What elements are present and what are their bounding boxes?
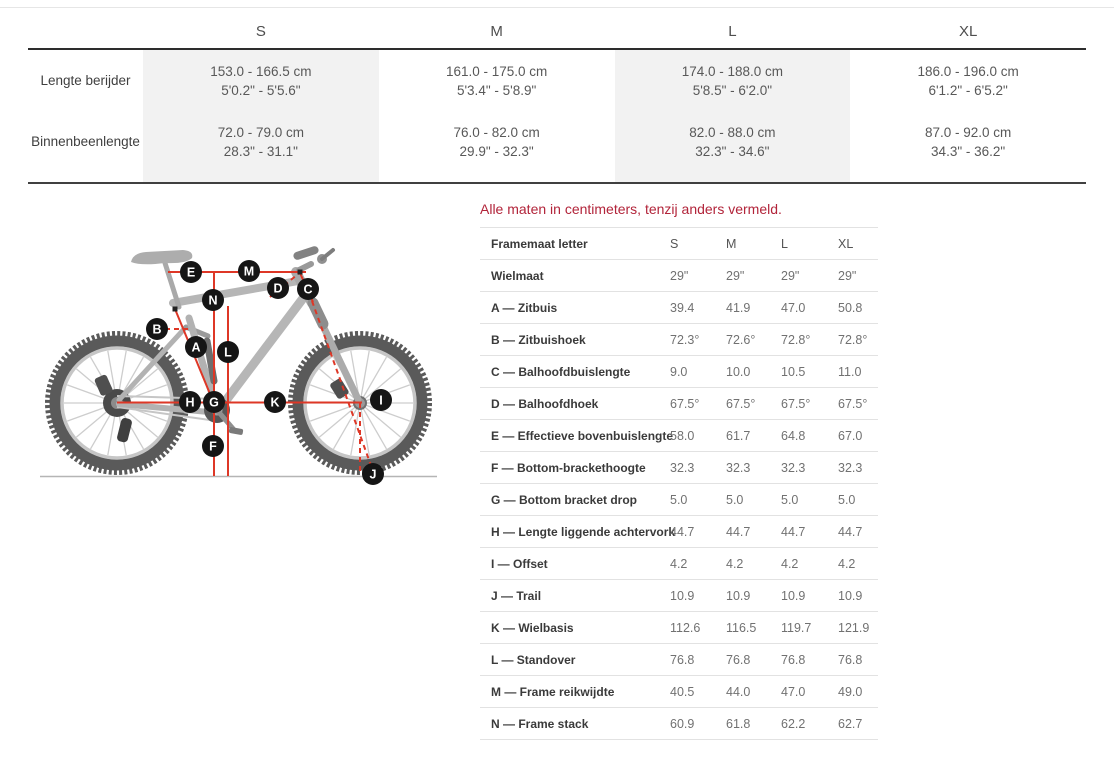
diagram-marker-G <box>203 391 225 413</box>
svg-text:J: J <box>369 467 377 482</box>
svg-text:N: N <box>208 293 218 308</box>
geometry-row <box>480 675 878 707</box>
geometry-value: 32.3 <box>726 460 751 475</box>
geometry-header-size: M <box>726 236 737 251</box>
diagram-marker-M <box>238 260 260 282</box>
geometry-value: 44.7 <box>838 524 863 539</box>
geometry-value: 5.0 <box>726 492 744 507</box>
geometry-value: 72.8° <box>838 332 868 347</box>
geometry-row-label: M — Frame reikwijdte <box>491 684 615 699</box>
geometry-row-label: Wielmaat <box>491 268 544 283</box>
geometry-row-label: I — Offset <box>491 556 548 571</box>
geometry-row <box>480 323 878 355</box>
geometry-value: 10.9 <box>781 588 806 603</box>
diagram-marker-H <box>179 391 201 413</box>
imperial-value: 6'1.2" - 6'5.2" <box>928 82 1008 98</box>
metric-value: 72.0 - 79.0 cm <box>217 124 305 140</box>
geometry-value: 32.3 <box>781 460 806 475</box>
metric-value: 87.0 - 92.0 cm <box>924 124 1012 140</box>
size-cell <box>379 111 615 172</box>
geometry-value: 121.9 <box>838 620 870 635</box>
svg-text:K: K <box>270 395 280 410</box>
geometry-value: 76.8 <box>670 652 695 667</box>
geometry-value: 60.9 <box>670 716 695 731</box>
geometry-value: 44.7 <box>670 524 695 539</box>
svg-text:I: I <box>379 393 383 408</box>
top-divider <box>0 7 1114 8</box>
svg-text:M: M <box>243 264 255 279</box>
size-cell <box>850 50 1086 111</box>
geometry-row-label: N — Frame stack <box>491 716 589 731</box>
diagram-marker-E <box>180 261 202 283</box>
geometry-row-label: H — Lengte liggende achtervork <box>491 524 676 539</box>
geometry-row <box>480 291 878 323</box>
geometry-value: 67.5° <box>781 396 811 411</box>
size-cell <box>615 50 851 111</box>
geometry-row-label: F — Bottom-brackethoogte <box>491 460 646 475</box>
imperial-value: 5'3.4" - 5'8.9" <box>456 82 537 98</box>
svg-text:A: A <box>191 340 201 355</box>
geometry-value: 72.6° <box>726 332 756 347</box>
geometry-value: 29" <box>781 268 800 283</box>
geometry-row-label: B — Zitbuishoek <box>491 332 586 347</box>
diagram-marker-F <box>202 435 224 457</box>
diagram-marker-J <box>362 463 384 485</box>
saddle <box>131 250 192 264</box>
size-column-header: S <box>255 22 266 40</box>
diagram-marker-L <box>217 341 239 363</box>
geometry-value: 4.2 <box>726 556 744 571</box>
geometry-value: 47.0 <box>781 684 806 699</box>
geometry-value: 9.0 <box>670 364 688 379</box>
geometry-value: 61.8 <box>726 716 751 731</box>
geometry-value: 76.8 <box>838 652 863 667</box>
geometry-value: 116.5 <box>726 620 757 635</box>
size-column-header: L <box>728 22 737 40</box>
geometry-row <box>480 451 878 483</box>
svg-text:F: F <box>209 439 217 454</box>
size-cell <box>379 50 615 111</box>
geometry-row <box>480 259 878 291</box>
geometry-row-label: A — Zitbuis <box>491 300 558 315</box>
imperial-value: 5'0.2" - 5'5.6" <box>221 82 301 98</box>
size-table-padding <box>379 172 615 182</box>
metric-value: 76.0 - 82.0 cm <box>453 124 540 140</box>
geometry-value: 76.8 <box>726 652 751 667</box>
geometry-value: 62.7 <box>838 716 863 731</box>
svg-text:B: B <box>152 322 162 337</box>
geometry-row-label: D — Balhoofdhoek <box>491 396 599 411</box>
geometry-row <box>480 355 878 387</box>
imperial-value: 32.3" - 34.6" <box>695 143 770 159</box>
size-cell <box>615 111 851 172</box>
svg-text:E: E <box>186 265 196 280</box>
metric-value: 161.0 - 175.0 cm <box>445 63 548 79</box>
geometry-value: 32.3 <box>838 460 863 475</box>
geometry-value: 44.7 <box>781 524 806 539</box>
geometry-value: 10.5 <box>781 364 806 379</box>
metric-value: 153.0 - 166.5 cm <box>210 63 312 79</box>
geometry-row-label: L — Standover <box>491 652 576 667</box>
geometry-value: 29" <box>726 268 745 283</box>
size-column-header: XL <box>958 22 978 40</box>
geometry-value: 4.2 <box>781 556 799 571</box>
geometry-header-size: S <box>670 236 679 251</box>
geometry-value: 112.6 <box>670 620 701 635</box>
size-column-header: M <box>490 22 503 40</box>
diagram-marker-I <box>370 389 392 411</box>
geometry-header-size: XL <box>838 236 854 251</box>
geometry-value: 5.0 <box>781 492 799 507</box>
diagram-marker-N <box>202 289 224 311</box>
geometry-row <box>480 419 878 451</box>
svg-text:D: D <box>273 281 283 296</box>
geometry-value: 50.8 <box>838 300 863 315</box>
imperial-value: 34.3" - 36.2" <box>931 143 1006 159</box>
geometry-header-label: Framemaat letter <box>491 236 588 251</box>
diagram-marker-A <box>185 336 207 358</box>
geometry-section <box>480 201 878 740</box>
size-table-header <box>28 14 1086 50</box>
geometry-value: 47.0 <box>781 300 806 315</box>
units-note: Alle maten in centimeters, tenzij anders vermeld. <box>480 201 782 217</box>
geometry-row-label: E — Effectieve bovenbuislengte <box>491 428 674 443</box>
size-table-body <box>28 50 1086 184</box>
geometry-row-label: C — Balhoofdbuislengte <box>491 364 631 379</box>
geometry-value: 5.0 <box>838 492 856 507</box>
rider-size-table <box>28 14 1086 184</box>
bike-geometry-diagram <box>30 225 460 495</box>
size-row-label: Binnenbeenlengte <box>31 134 140 149</box>
size-table-padding <box>28 172 143 182</box>
geometry-value: 10.0 <box>726 364 751 379</box>
diagram-marker-D <box>267 277 289 299</box>
geometry-value: 67.5° <box>838 396 868 411</box>
geometry-row-label: K — Wielbasis <box>491 620 574 635</box>
geometry-value: 62.2 <box>781 716 806 731</box>
size-table-padding <box>615 172 851 182</box>
geometry-value: 10.9 <box>726 588 751 603</box>
geometry-header-row <box>480 227 878 259</box>
geometry-value: 67.5° <box>670 396 700 411</box>
geometry-value: 76.8 <box>781 652 806 667</box>
geometry-header-size: L <box>781 236 788 251</box>
size-table-padding <box>850 172 1086 182</box>
geometry-value: 40.5 <box>670 684 695 699</box>
geometry-value: 29" <box>838 268 857 283</box>
metric-value: 174.0 - 188.0 cm <box>681 63 784 79</box>
geometry-row <box>480 483 878 515</box>
geometry-value: 41.9 <box>726 300 751 315</box>
geometry-value: 4.2 <box>670 556 688 571</box>
geometry-value: 119.7 <box>781 620 812 635</box>
geometry-value: 72.8° <box>781 332 811 347</box>
geometry-row-label: G — Bottom bracket drop <box>491 492 638 507</box>
geometry-value: 11.0 <box>838 364 862 379</box>
geometry-value: 58.0 <box>670 428 695 443</box>
handlebar-grip <box>292 245 319 261</box>
geometry-row <box>480 579 878 611</box>
geometry-value: 10.9 <box>838 588 863 603</box>
geometry-value: 67.5° <box>726 396 756 411</box>
svg-text:H: H <box>185 395 195 410</box>
svg-text:G: G <box>209 395 219 410</box>
geometry-value: 5.0 <box>670 492 688 507</box>
geometry-value: 10.9 <box>670 588 695 603</box>
geometry-row-label: J — Trail <box>491 588 542 603</box>
size-table-padding <box>143 172 379 182</box>
diagram-marker-B <box>146 318 168 340</box>
size-cell <box>850 111 1086 172</box>
geometry-value: 49.0 <box>838 684 863 699</box>
geometry-value: 4.2 <box>838 556 856 571</box>
geometry-value: 67.0 <box>838 428 863 443</box>
svg-text:L: L <box>224 345 232 360</box>
imperial-value: 28.3" - 31.1" <box>223 143 298 159</box>
geometry-value: 72.3° <box>670 332 700 347</box>
size-row-label: Lengte berijder <box>40 73 131 88</box>
geometry-row <box>480 643 878 675</box>
svg-text:C: C <box>303 282 313 297</box>
geometry-row <box>480 707 878 739</box>
geometry-table <box>480 227 878 740</box>
size-cell <box>143 111 379 172</box>
geometry-value: 29" <box>670 268 689 283</box>
imperial-value: 29.9" - 32.3" <box>459 143 534 159</box>
geometry-value: 39.4 <box>670 300 695 315</box>
geometry-row <box>480 611 878 643</box>
geometry-row <box>480 515 878 547</box>
geometry-value: 44.0 <box>726 684 751 699</box>
size-cell <box>143 50 379 111</box>
geometry-value: 64.8 <box>781 428 806 443</box>
geometry-value: 44.7 <box>726 524 751 539</box>
geometry-value: 32.3 <box>670 460 695 475</box>
geometry-row <box>480 387 878 419</box>
diagram-marker-C <box>297 278 319 300</box>
metric-value: 186.0 - 196.0 cm <box>917 63 1019 79</box>
imperial-value: 5'8.5" - 6'2.0" <box>692 82 773 98</box>
geometry-row <box>480 547 878 579</box>
diagram-marker-K <box>264 391 286 413</box>
metric-value: 82.0 - 88.0 cm <box>689 124 776 140</box>
geometry-value: 61.7 <box>726 428 751 443</box>
